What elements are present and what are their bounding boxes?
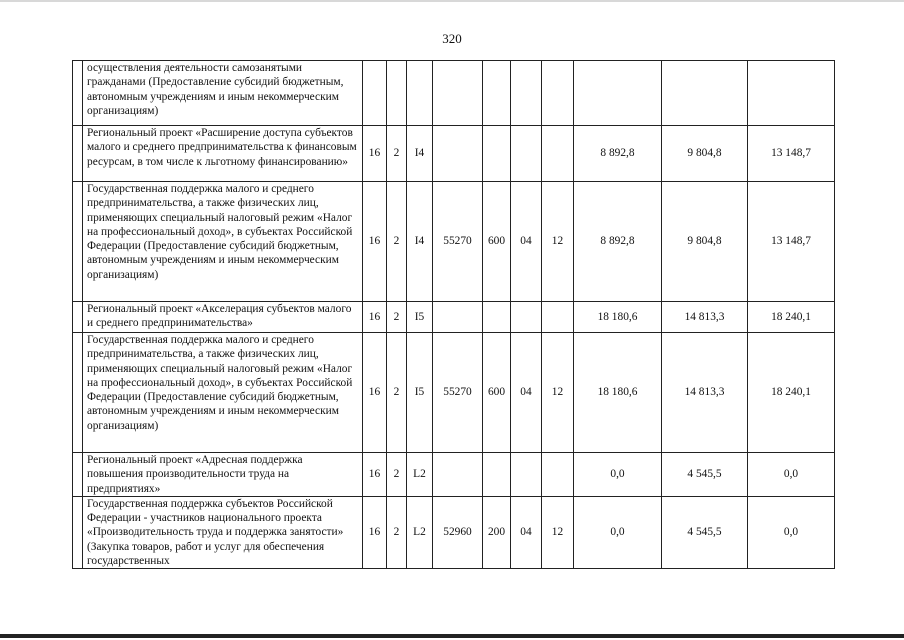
code-target-cell: 12	[542, 333, 574, 453]
value-year-2-cell	[662, 61, 748, 126]
row-number-cell	[73, 496, 83, 568]
code-target-cell	[542, 453, 574, 497]
code-target-cell	[542, 61, 574, 126]
code-project-cell: L2	[407, 496, 433, 568]
value-year-1-cell: 18 180,6	[574, 302, 662, 333]
description-cell: Государственная поддержка субъектов Российской Федерации - участников национального проекта «Производительность труда и поддержка занятости» (Закупка товаров, работ и услуг для обеспечения государственных	[83, 496, 363, 568]
table-row	[73, 453, 835, 497]
value-year-3-cell: 13 148,7	[748, 126, 835, 182]
code-target-cell: 12	[542, 496, 574, 568]
row-number-cell	[73, 182, 83, 302]
value-year-1-cell: 8 892,8	[574, 182, 662, 302]
value-year-1-cell: 0,0	[574, 496, 662, 568]
description-cell: Региональный проект «Адресная поддержка повышения производительности труда на предприятиях»	[83, 453, 363, 497]
value-year-2-cell: 4 545,5	[662, 453, 748, 497]
code-target-cell	[542, 302, 574, 333]
code-target-cell	[542, 126, 574, 182]
code-min-cell	[363, 61, 387, 126]
code-expense-type-cell: 600	[483, 182, 511, 302]
code-section-cell: 2	[387, 126, 407, 182]
value-year-2-cell: 9 804,8	[662, 126, 748, 182]
code-min-cell: 16	[363, 182, 387, 302]
code-project-cell: L2	[407, 453, 433, 497]
code-min-cell: 16	[363, 496, 387, 568]
value-year-3-cell: 13 148,7	[748, 182, 835, 302]
code-project-cell: I4	[407, 182, 433, 302]
value-year-2-cell: 14 813,3	[662, 333, 748, 453]
code-section-cell: 2	[387, 182, 407, 302]
bottom-edge-line	[0, 634, 904, 638]
code-expense-type-cell	[483, 126, 511, 182]
code-section-cell: 2	[387, 496, 407, 568]
code-subsection-cell	[511, 302, 542, 333]
table-body	[73, 61, 835, 569]
code-subsection-cell	[511, 61, 542, 126]
value-year-1-cell: 0,0	[574, 453, 662, 497]
row-number-cell	[73, 61, 83, 126]
value-year-3-cell: 0,0	[748, 496, 835, 568]
description-cell: Региональный проект «Расширение доступа субъектов малого и среднего предпринимательства к финансовым ресурсам, в том числе к льготному финансированию»	[83, 126, 363, 182]
code-article-cell	[433, 453, 483, 497]
code-expense-type-cell: 600	[483, 333, 511, 453]
row-number-cell	[73, 453, 83, 497]
code-expense-type-cell	[483, 453, 511, 497]
code-target-cell: 12	[542, 182, 574, 302]
table-row	[73, 333, 835, 453]
code-subsection-cell: 04	[511, 182, 542, 302]
value-year-2-cell: 4 545,5	[662, 496, 748, 568]
value-year-3-cell: 0,0	[748, 453, 835, 497]
code-article-cell: 55270	[433, 182, 483, 302]
code-project-cell	[407, 61, 433, 126]
table-row	[73, 302, 835, 333]
table-row	[73, 496, 835, 568]
code-section-cell: 2	[387, 333, 407, 453]
code-section-cell: 2	[387, 453, 407, 497]
code-article-cell	[433, 61, 483, 126]
description-cell: Государственная поддержка малого и среднего предпринимательства, а также физических лиц, применяющих специальный налоговый режим «Налог на профессиональный доход», в субъектах Российской Федерации (Предоставление субсидий бюджетным, автономным учреждениям и иным некоммерческим организациям)	[83, 182, 363, 302]
row-number-cell	[73, 302, 83, 333]
code-min-cell: 16	[363, 126, 387, 182]
description-cell: Государственная поддержка малого и среднего предпринимательства, а также физических лиц, применяющих специальный налоговый режим «Налог на профессиональный доход», в субъектах Российской Федерации (Предоставление субсидий бюджетным, автономным учреждениям и иным некоммерческим организациям)	[83, 333, 363, 453]
code-subsection-cell: 04	[511, 496, 542, 568]
table-row	[73, 61, 835, 126]
code-subsection-cell: 04	[511, 333, 542, 453]
code-article-cell	[433, 126, 483, 182]
row-number-cell	[73, 333, 83, 453]
value-year-3-cell: 18 240,1	[748, 302, 835, 333]
code-subsection-cell	[511, 453, 542, 497]
code-article-cell	[433, 302, 483, 333]
code-project-cell: I4	[407, 126, 433, 182]
table-row	[73, 182, 835, 302]
value-year-3-cell: 18 240,1	[748, 333, 835, 453]
code-min-cell: 16	[363, 302, 387, 333]
value-year-1-cell: 8 892,8	[574, 126, 662, 182]
code-article-cell: 55270	[433, 333, 483, 453]
code-section-cell	[387, 61, 407, 126]
value-year-2-cell: 14 813,3	[662, 302, 748, 333]
code-min-cell: 16	[363, 453, 387, 497]
code-min-cell: 16	[363, 333, 387, 453]
top-edge-line	[0, 0, 904, 2]
code-article-cell: 52960	[433, 496, 483, 568]
value-year-2-cell: 9 804,8	[662, 182, 748, 302]
page-number: 320	[442, 31, 462, 46]
value-year-3-cell	[748, 61, 835, 126]
budget-table	[72, 60, 835, 569]
code-expense-type-cell	[483, 61, 511, 126]
code-section-cell: 2	[387, 302, 407, 333]
value-year-1-cell	[574, 61, 662, 126]
code-project-cell: I5	[407, 302, 433, 333]
table-row	[73, 126, 835, 182]
value-year-1-cell: 18 180,6	[574, 333, 662, 453]
row-number-cell	[73, 126, 83, 182]
description-cell: осуществления деятельности самозанятыми гражданами (Предоставление субсидий бюджетным, автономным учреждениям и иным некоммерческим организациям)	[83, 61, 363, 126]
description-cell: Региональный проект «Акселерация субъектов малого и среднего предпринимательства»	[83, 302, 363, 333]
code-subsection-cell	[511, 126, 542, 182]
code-expense-type-cell	[483, 302, 511, 333]
code-project-cell: I5	[407, 333, 433, 453]
code-expense-type-cell: 200	[483, 496, 511, 568]
